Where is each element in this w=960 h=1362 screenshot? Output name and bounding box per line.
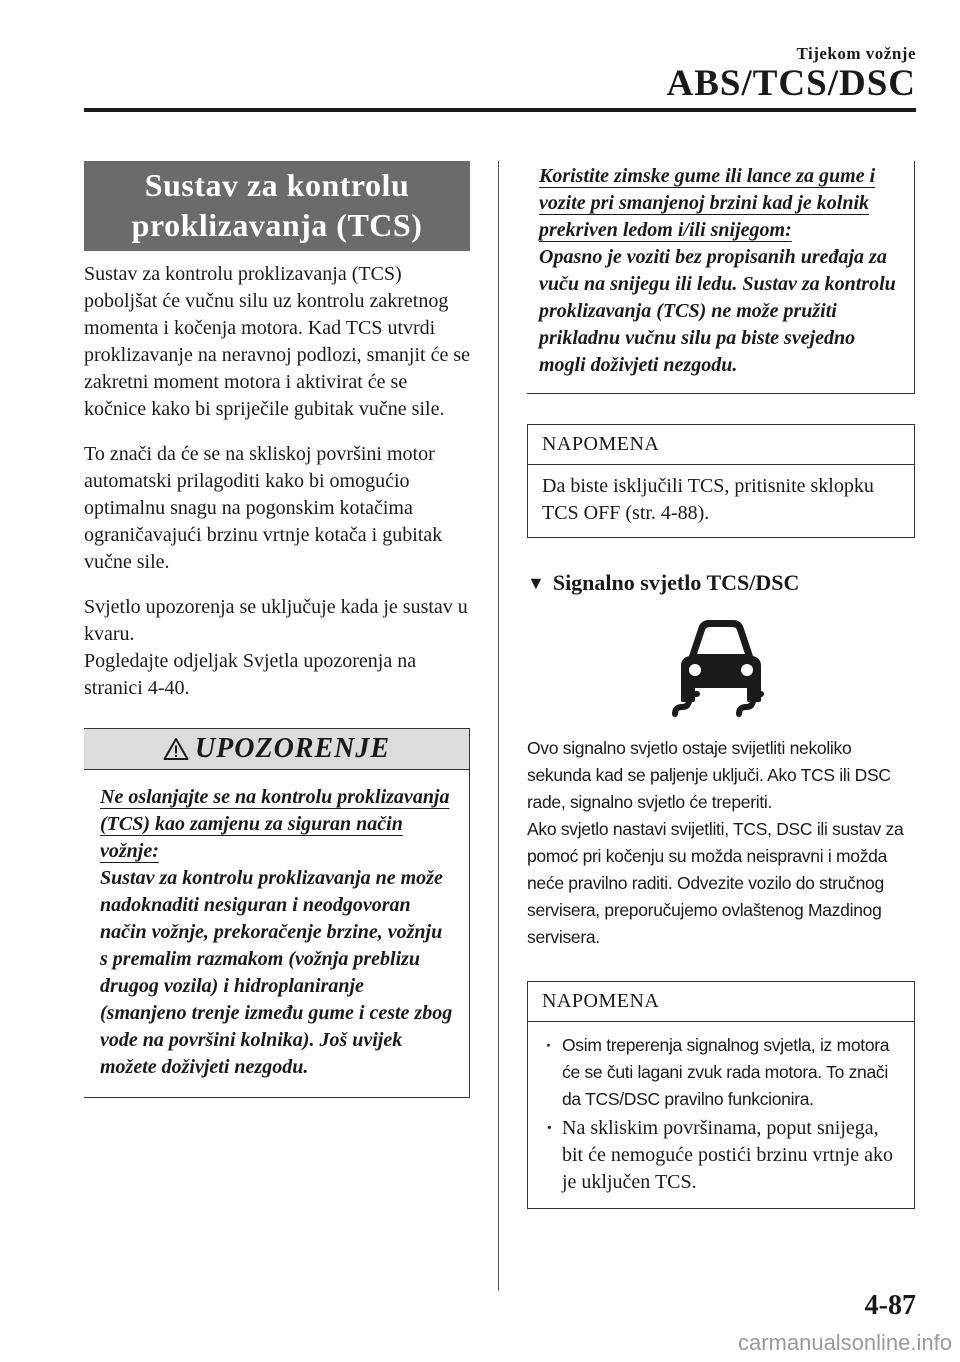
note-bullet-item: · Na skliskim površinama, poput snijega, bit će nemoguće postići brzinu vrtnje ako je uključen TCS. — [542, 1115, 900, 1196]
note-bullet-item: · Osim treperenja signalnog svjetla, iz motora će se čuti lagani zvuk rada motora. To znači da TCS/DSC pravilno funkcionira. — [542, 1032, 900, 1113]
warning-triangle-icon — [163, 737, 189, 761]
note-box-2 — [527, 981, 915, 1209]
body-paragraph-4: Pogledajte odjeljak Svjetla upozorenja na stranici 4-40. — [84, 650, 417, 699]
body-paragraph-3: Svjetlo upozorenja se uključuje kada je sustav u kvaru. — [84, 596, 468, 645]
subsection-title: Signalno svjetlo TCS/DSC — [552, 570, 800, 595]
warning-lead: Ne oslanjajte se na kontrolu proklizavanja (TCS) kao zamjenu za siguran način vožnje: — [100, 786, 450, 862]
warning-header — [84, 728, 469, 770]
body-paragraph-1: Sustav za kontrolu proklizavanja (TCS) poboljšat će vučnu silu uz kontrolu zakretnog momenta i kočenja motora. Kad TCS utvrdi proklizavanje na neravnoj podlozi, smanjit će se zakretni moment motora i aktivirat će se kočnice kako bi spriječile gubitak vučne sile. — [84, 263, 470, 420]
warning-text: Sustav za kontrolu proklizavanja ne može nadoknaditi nesiguran i neodgovoran način vožnje, prekoračenje brzine, vožnju s premalim razmakom (vožnja preblizu drugog vozila) i hidroplaniranje (smanjeno trenje između gume i ceste zbog vode na površini kolnika). Još uvijek možete doživjeti nezgodu. — [100, 867, 453, 1078]
note-header-1: NAPOMENA — [528, 425, 914, 465]
warning-cont-text: Opasno je voziti bez propisanih uređaja za vuču na snijegu ili ledu. Sustav za kontrolu proklizavanja (TCS) ne može pružiti prikladnu vučnu silu pa biste svejedno mogli doživjeti nezgodu. — [539, 246, 896, 376]
note-text-2 — [528, 1022, 914, 1208]
warning-body — [84, 770, 469, 1097]
note-box-1 — [527, 424, 915, 538]
column-divider — [498, 161, 499, 1291]
warning-box — [84, 728, 470, 1098]
note-bullet-list — [542, 1032, 900, 1196]
watermark-link[interactable]: carmanualsonline.info — [737, 1330, 952, 1355]
warning-label: UPOZORENJE — [194, 733, 391, 764]
warning-cont-lead: Koristite zimske gume ili lance za gume i vozite pri smanjenoj brzini kad je kolnik prekriven ledom i/ili snijegom: — [539, 165, 876, 241]
running-header-title: ABS/TCS/DSC — [666, 63, 916, 104]
tcs-dsc-warning-light-icon — [669, 610, 773, 720]
left-column — [84, 161, 470, 1098]
indicator-paragraph-1: Ovo signalno svjetlo ostaje svijetliti nekoliko sekunda kad se paljenje uključi. Ako TCS ili DSC rade, signalno svjetlo će treperiti. — [527, 738, 891, 812]
warning-continuation — [527, 161, 915, 394]
note-header-2: NAPOMENA — [528, 982, 914, 1022]
body-paragraph-2: To znači da će se na skliskoj površini motor automatski prilagoditi kako bi omogućio optimalnu snagu na pogonskim kotačima ograničavajući brzinu vrtnje kotača i gubitak vučne sile. — [84, 443, 443, 573]
section-title: Sustav za kontrolu proklizavanja (TCS) — [84, 161, 470, 251]
running-header-subtitle: Tijekom vožnje — [796, 44, 916, 63]
right-column — [527, 161, 915, 1209]
down-triangle-icon: ▼ — [527, 572, 545, 593]
subsection-heading — [527, 570, 915, 596]
indicator-icon-wrap — [527, 610, 915, 725]
page-number: 4-87 — [864, 1290, 916, 1321]
header-rule — [84, 108, 916, 112]
indicator-paragraph-2: Ako svjetlo nastavi svijetliti, TCS, DSC ili sustav za pomoć pri kočenju su možda neispravni i možda neće pravilno raditi. Odvezite vozilo do stručnog servisera, preporučujemo ovlaštenog Mazdinog servisera. — [527, 819, 904, 947]
note-text-1: Da biste isključili TCS, pritisnite sklopku TCS OFF (str. 4-88). — [542, 475, 874, 524]
